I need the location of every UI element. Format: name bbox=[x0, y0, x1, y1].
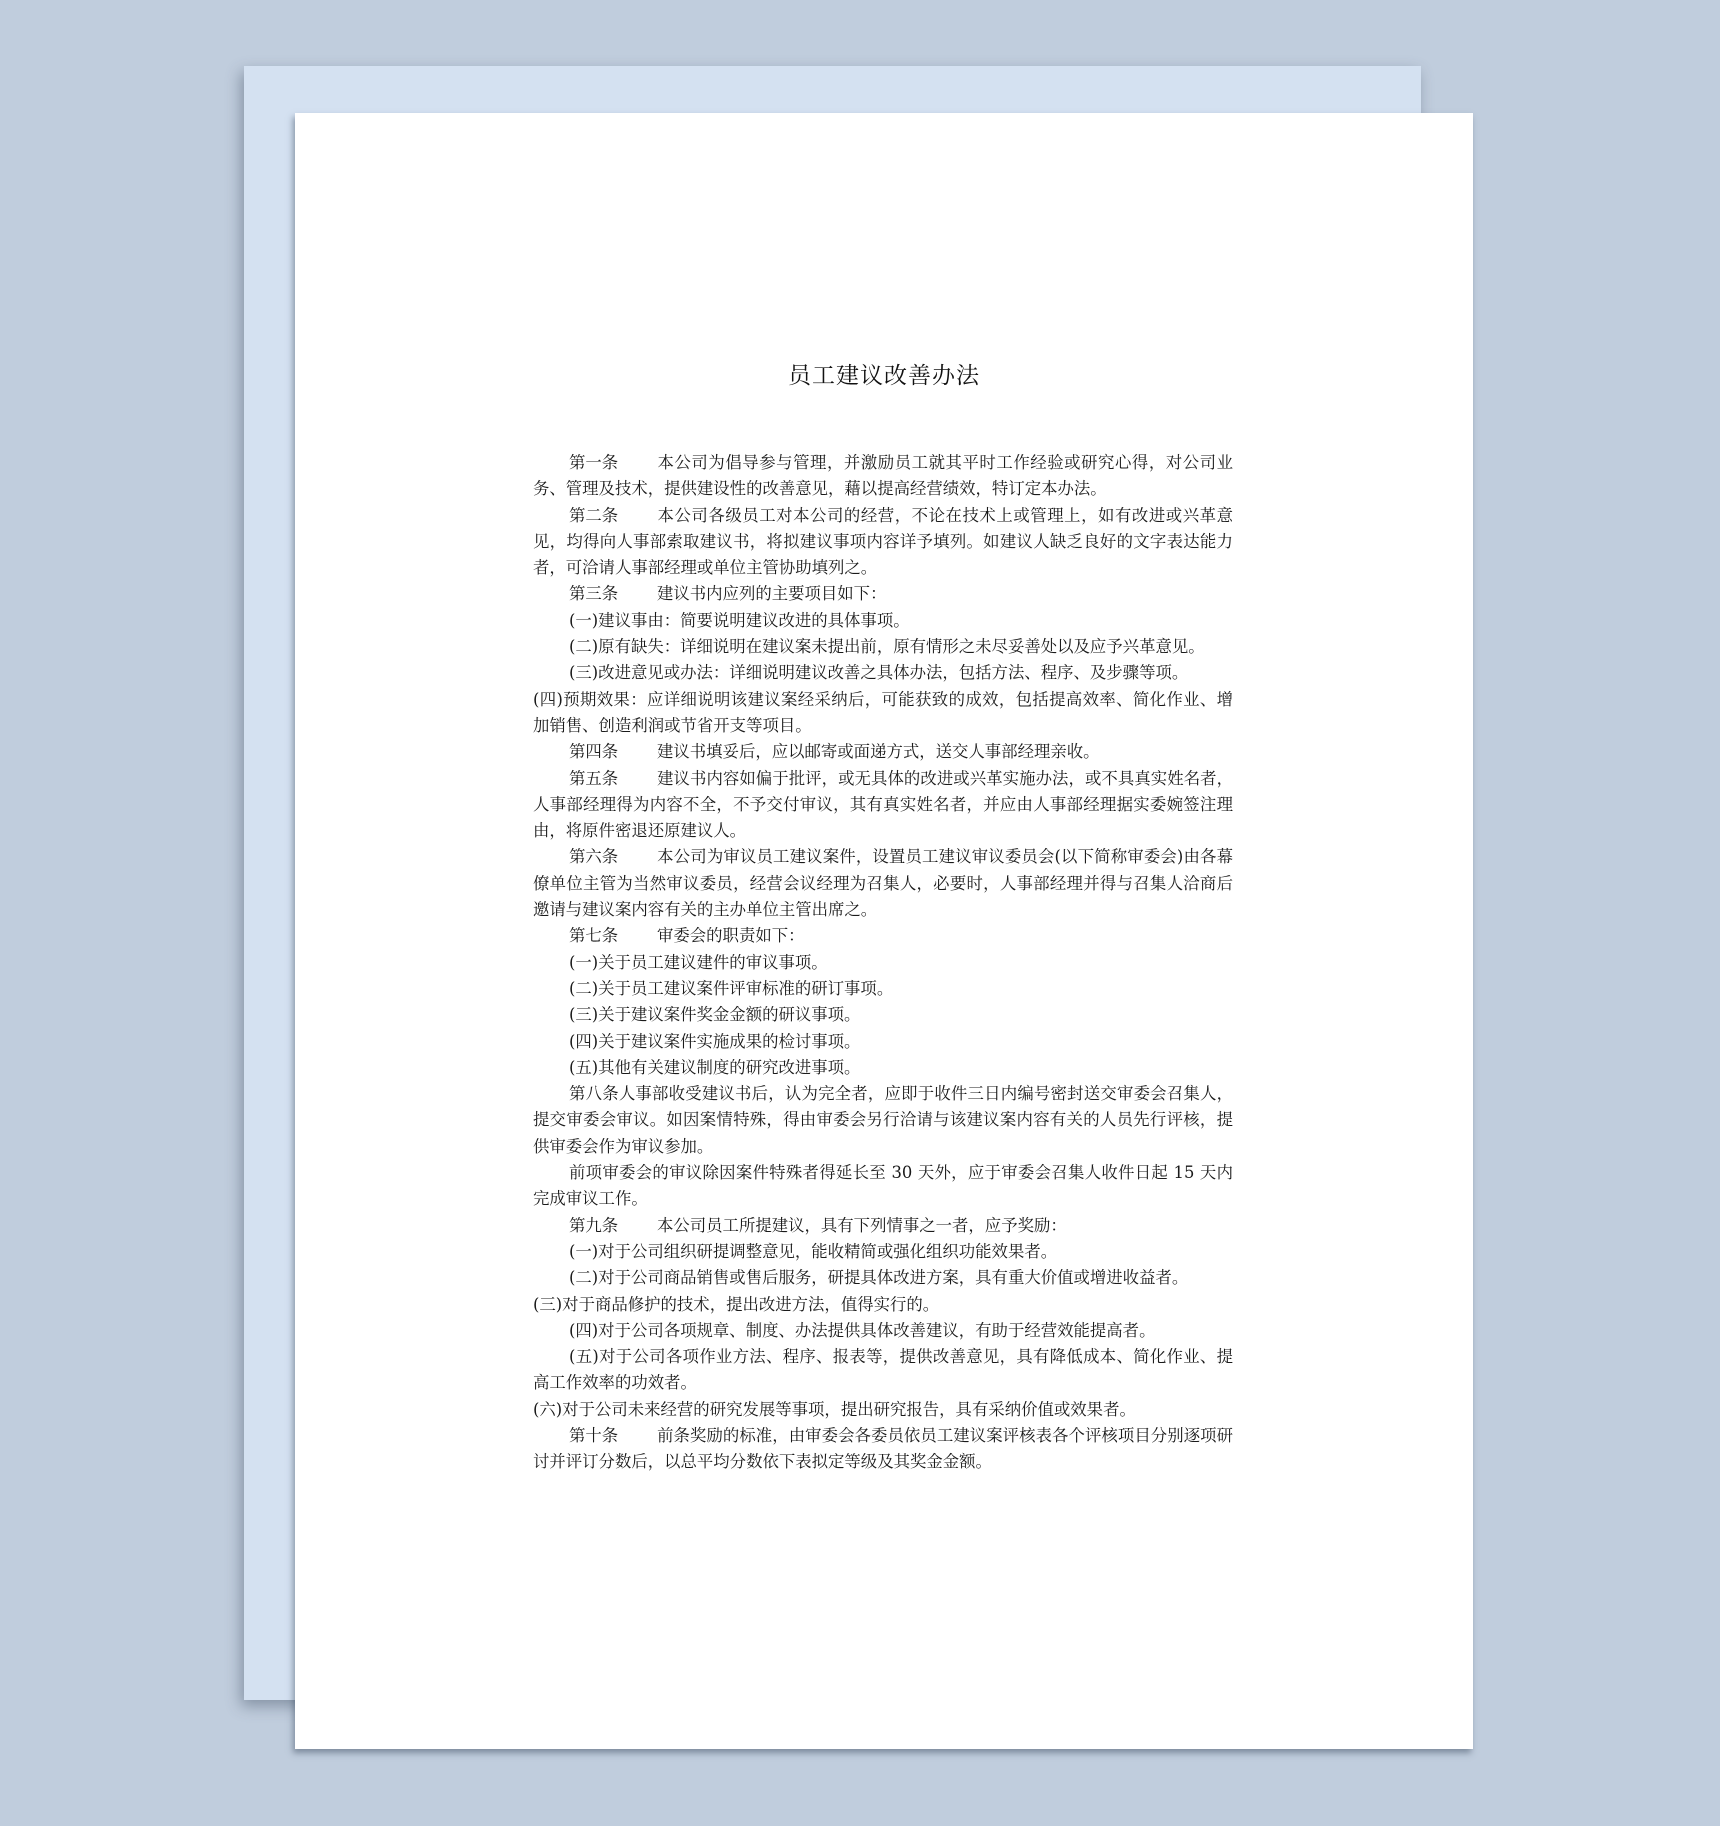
list-item: (二)对于公司商品销售或售后服务，研提具体改进方案，具有重大价值或增进收益者。 bbox=[569, 1268, 1189, 1288]
article-text: 建议书填妥后，应以邮寄或面递方式，送交人事部经理亲收。 bbox=[657, 742, 1100, 762]
list-item: (二)原有缺失：详细说明在建议案未提出前，原有情形之未尽妥善处以及应予兴革意见。 bbox=[569, 637, 1205, 657]
list-item: (三)对于商品修护的技术，提出改进方法，值得实行的。 bbox=[533, 1294, 940, 1314]
article-number: 第四条 bbox=[569, 742, 619, 762]
list-item: (三)改进意见或办法：详细说明建议改善之具体办法，包括方法、程序、及步骤等项。 bbox=[569, 663, 1189, 683]
article-7 bbox=[533, 923, 1233, 949]
article-1 bbox=[533, 450, 1233, 503]
article-number: 第一条 bbox=[569, 453, 619, 472]
list-item: (一)建议事由：简要说明建议改进的具体事项。 bbox=[569, 610, 910, 630]
article-2 bbox=[533, 503, 1233, 582]
article-number: 第五条 bbox=[569, 768, 619, 788]
article-text: 建议书内容如偏于批评，或无具体的改进或兴革实施办法，或不具真实姓名者，人事部经理得为内容不全，不予交付审议，其有真实姓名者，并应由人事部经理据实委婉签注理由，将原件密退还原建议人。 bbox=[533, 768, 1233, 841]
article-number: 第六条 bbox=[569, 847, 619, 867]
list-item: (六)对于公司未来经营的研究发展等事项，提出研究报告，具有采纳价值或效果者。 bbox=[533, 1399, 1136, 1419]
article-9 bbox=[533, 1213, 1233, 1239]
list-item: (四)对于公司各项规章、制度、办法提供具体改善建议，有助于经营效能提高者。 bbox=[569, 1320, 1156, 1340]
article-8: 第八条人事部收受建议书后，认为完全者，应即于收件三日内编号密封送交审委会召集人，提交审委会审议。如因案情特殊，得由审委会另行洽请与该建议案内容有关的人员先行评核，提供审委会作为审议参加。 bbox=[533, 1084, 1233, 1156]
document-page bbox=[295, 113, 1473, 1749]
article-text: 审委会的职责如下： bbox=[657, 926, 805, 946]
list-item: (二)关于员工建议案件评审标准的研订事项。 bbox=[569, 978, 894, 998]
list-item: (五)其他有关建议制度的研究改进事项。 bbox=[569, 1057, 861, 1077]
list-item: (一)关于员工建议建件的审议事项。 bbox=[569, 952, 828, 972]
article-text: 本公司为审议员工建议案件，设置员工建议审议委员会(以下简称审委会)由各幕僚单位主管为当然审议委员，经营会议经理为召集人，必要时，人事部经理并得与召集人洽商后邀请与建议案内容有关的主办单位主管出席之。 bbox=[533, 847, 1233, 920]
document-body bbox=[533, 450, 1233, 1476]
article-number: 第十条 bbox=[569, 1425, 619, 1445]
list-item: (五)对于公司各项作业方法、程序、报表等，提供改善意见，具有降低成本、简化作业、提高工作效率的功效者。 bbox=[533, 1347, 1233, 1393]
article-6 bbox=[533, 844, 1233, 923]
article-number: 第七条 bbox=[569, 926, 619, 946]
article-text: 本公司员工所提建议，具有下列情事之一者，应予奖励： bbox=[657, 1215, 1067, 1235]
list-item: (四)预期效果：应详细说明该建议案经采纳后，可能获致的成效，包括提高效率、简化作业、增加销售、创造利润或节省开支等项目。 bbox=[533, 689, 1233, 735]
article-10 bbox=[533, 1423, 1233, 1476]
list-item: (三)关于建议案件奖金金额的研议事项。 bbox=[569, 1005, 861, 1025]
article-text: 建议书内应列的主要项目如下： bbox=[657, 584, 887, 604]
article-number: 第三条 bbox=[569, 584, 619, 604]
article-4 bbox=[533, 739, 1233, 765]
article-8-note: 前项审委会的审议除因案件特殊者得延长至 30 天外，应于审委会召集人收件日起 15 天内完成审议工作。 bbox=[533, 1163, 1233, 1209]
article-3 bbox=[533, 581, 1233, 607]
list-item: (四)关于建议案件实施成果的检讨事项。 bbox=[569, 1031, 861, 1051]
article-text: 本公司各级员工对本公司的经营，不论在技术上或管理上，如有改进或兴革意见，均得向人事部索取建议书，将拟建议事项内容详予填列。如建议人缺乏良好的文字表达能力者，可洽请人事部经理或单位主管协助填列之。 bbox=[533, 505, 1233, 578]
article-number: 第二条 bbox=[569, 505, 619, 525]
article-text: 前条奖励的标准，由审委会各委员依员工建议案评核表各个评核项目分别逐项研讨并评订分数后，以总平均分数依下表拟定等级及其奖金金额。 bbox=[533, 1425, 1233, 1472]
article-text: 本公司为倡导参与管理，并激励员工就其平时工作经验或研究心得，对公司业务、管理及技术，提供建设性的改善意见，藉以提高经营绩效，特订定本办法。 bbox=[533, 453, 1233, 499]
document-title: 员工建议改善办法 bbox=[788, 363, 980, 389]
article-5 bbox=[533, 766, 1233, 845]
list-item: (一)对于公司组织研提调整意见，能收精简或强化组织功能效果者。 bbox=[569, 1241, 1058, 1261]
article-number: 第九条 bbox=[569, 1215, 619, 1235]
